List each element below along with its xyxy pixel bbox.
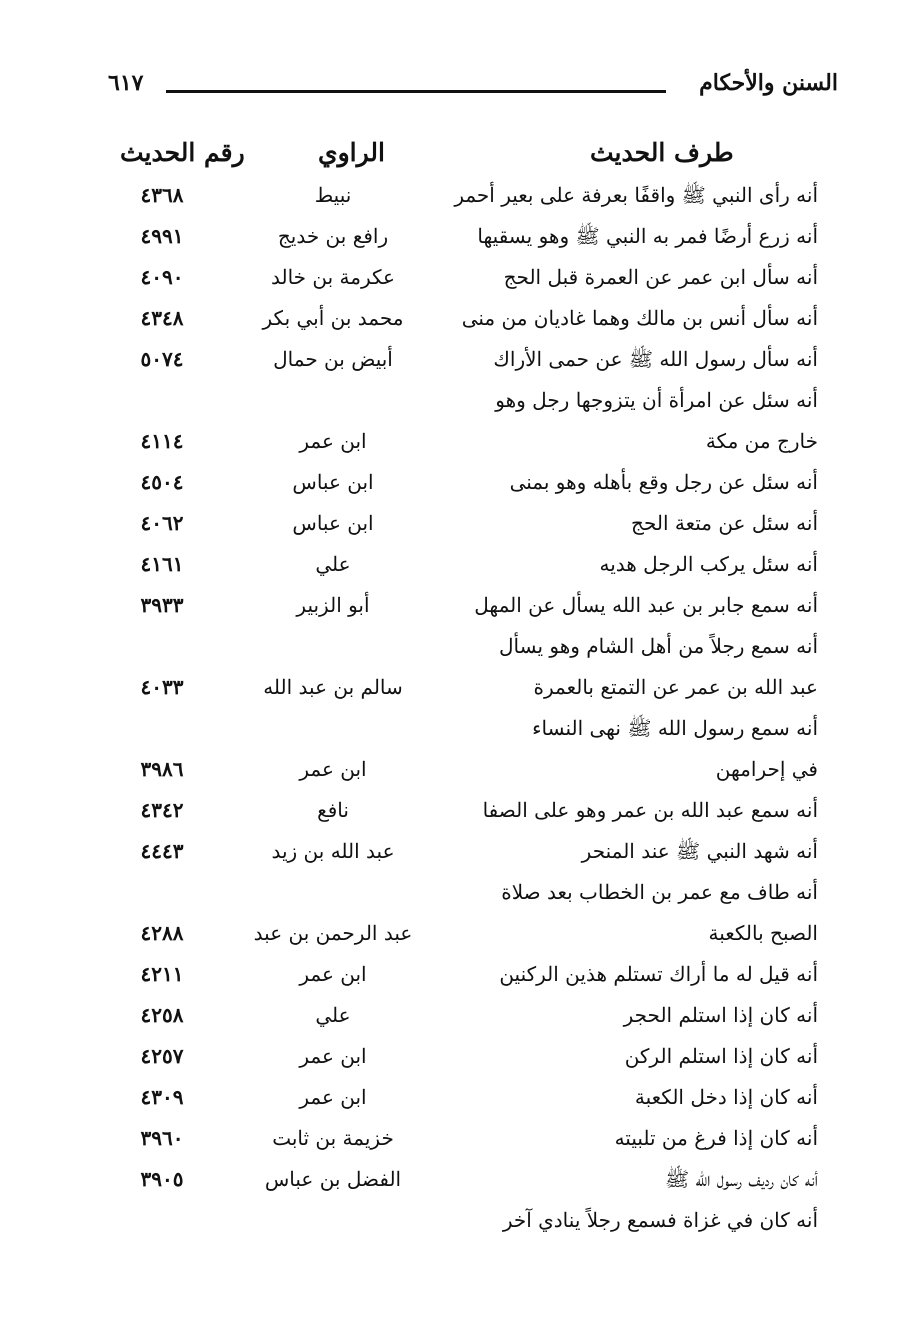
hadith-text: أنه سئل عن امرأة أن يتزوجها رجل وهو [495, 388, 818, 412]
hadith-text: أنه سمع جابر بن عبد الله يسأل عن المهل [474, 593, 818, 617]
table-row [0, 1208, 923, 1249]
hadith-number: ٤٢١١ [140, 962, 184, 986]
table-row [0, 511, 923, 552]
narrator: ابن عمر [299, 429, 367, 453]
hadith-number: ٤٠٣٣ [140, 675, 184, 699]
header-rule [166, 90, 666, 93]
narrator: الفضل بن عباس [264, 1167, 402, 1191]
table-row [0, 552, 923, 593]
table-row [0, 962, 923, 1003]
hadith-number: ٥٠٧٤ [140, 347, 184, 371]
page-number: ٦١٧ [108, 70, 144, 96]
hadith-text: أنه سئل عن متعة الحج [631, 511, 818, 535]
narrator: علي [315, 552, 351, 576]
hadith-number: ٤٣٤٢ [140, 798, 184, 822]
table-row [0, 1167, 923, 1208]
hadith-text: أنه سمع عبد الله بن عمر وهو على الصفا [482, 798, 818, 822]
narrator: ابن عمر [299, 1085, 367, 1109]
hadith-number: ٤٤٤٣ [140, 839, 184, 863]
hadith-text: أنه شهد النبي ﷺ عند المنحر [581, 839, 818, 863]
hadith-text: أنه كان إذا استلم الركن [624, 1044, 818, 1068]
hadith-number: ٤١٦١ [140, 552, 184, 576]
narrator: أبيض بن حمال [273, 347, 393, 371]
hadith-number: ٤٠٦٢ [140, 511, 184, 535]
table-row [0, 798, 923, 839]
hadith-text: الصبح بالكعبة [708, 921, 818, 945]
hadith-number: ٤٢٥٧ [140, 1044, 184, 1068]
column-header-hadith: طرف الحديث [590, 138, 734, 167]
hadith-text: أنه سأل رسول الله ﷺ عن حمى الأراك [493, 347, 818, 371]
hadith-text: أنه سئل يركب الرجل هديه [599, 552, 818, 576]
narrator: عبد الرحمن بن عبد [253, 921, 413, 945]
hadith-number: ٤٢٨٨ [140, 921, 184, 945]
table-row [0, 470, 923, 511]
hadith-number: ٤١١٤ [140, 429, 184, 453]
narrator: محمد بن أبي بكر [262, 306, 404, 330]
hadith-text: أنه زرع أرضًا فمر به النبي ﷺ وهو يسقيها [477, 224, 818, 248]
hadith-text: خارج من مكة [705, 429, 818, 453]
hadith-number: ٣٩٣٣ [140, 593, 184, 617]
hadith-text: أنه سأل ابن عمر عن العمرة قبل الحج [503, 265, 818, 289]
table-row [0, 716, 923, 757]
table-row [0, 1126, 923, 1167]
hadith-text: أنه كان إذا دخل الكعبة [634, 1085, 818, 1109]
hadith-number: ٤٣٤٨ [140, 306, 184, 330]
hadith-number: ٤٠٩٠ [140, 265, 184, 289]
hadith-number: ٣٩٠٥ [140, 1167, 184, 1191]
narrator: ابن عباس [292, 470, 374, 494]
hadith-text: أنه طاف مع عمر بن الخطاب بعد صلاة [501, 880, 818, 904]
narrator: عبد الله بن زيد [271, 839, 395, 863]
hadith-number: ٣٩٦٠ [140, 1126, 184, 1150]
narrator: علي [315, 1003, 351, 1027]
column-header-narrator: الراوي [318, 138, 385, 167]
narrator: سالم بن عبد الله [263, 675, 403, 699]
table-row [0, 839, 923, 880]
table-row [0, 1003, 923, 1044]
hadith-text: عبد الله بن عمر عن التمتع بالعمرة [533, 675, 818, 699]
table-row [0, 183, 923, 224]
hadith-number: ٤٢٥٨ [140, 1003, 184, 1027]
hadith-text: أنه قيل له ما أراك تستلم هذين الركنين [499, 962, 818, 986]
narrator: أبو الزبير [296, 593, 370, 617]
table-row [0, 306, 923, 347]
hadith-text: أنه سمع رسول الله ﷺ نهى النساء [532, 716, 818, 740]
page-header [108, 70, 838, 110]
table-row [0, 634, 923, 675]
hadith-text: في إحرامهن [715, 757, 818, 781]
table-row [0, 880, 923, 921]
table-row [0, 757, 923, 798]
table-row [0, 1044, 923, 1085]
narrator: نبيط [314, 183, 352, 207]
narrator: ابن عمر [299, 757, 367, 781]
table-row [0, 593, 923, 634]
hadith-text: أنه كان إذا استلم الحجر [623, 1003, 818, 1027]
hadith-text: أنه كان رديف رسول الله ﷺ [664, 1167, 818, 1191]
hadith-text: أنه كان في غزاة فسمع رجلاً ينادي آخر [502, 1208, 818, 1232]
hadith-number: ٤٩٩١ [140, 224, 184, 248]
hadith-text: أنه سمع رجلاً من أهل الشام وهو يسأل [499, 634, 818, 658]
column-headers [0, 138, 923, 178]
table-row [0, 921, 923, 962]
hadith-text: أنه سئل عن رجل وقع بأهله وهو بمنى [509, 470, 818, 494]
hadith-number: ٤٥٠٤ [140, 470, 184, 494]
narrator: رافع بن خديج [277, 224, 389, 248]
table-row [0, 265, 923, 306]
narrator: خزيمة بن ثابت [272, 1126, 394, 1150]
book-title: السنن والأحكام [699, 70, 838, 96]
table-row [0, 1085, 923, 1126]
hadith-text: أنه كان إذا فرغ من تلبيته [614, 1126, 818, 1150]
table-row [0, 347, 923, 388]
table-row [0, 388, 923, 429]
narrator: ابن عمر [299, 962, 367, 986]
table-row [0, 429, 923, 470]
table-row [0, 675, 923, 716]
narrator: ابن عمر [299, 1044, 367, 1068]
narrator: نافع [317, 798, 349, 822]
narrator: ابن عباس [292, 511, 374, 535]
table-row [0, 224, 923, 265]
hadith-number: ٤٣٠٩ [140, 1085, 184, 1109]
hadith-text: أنه سأل أنس بن مالك وهما غاديان من منى [461, 306, 818, 330]
narrator: عكرمة بن خالد [270, 265, 395, 289]
hadith-number: ٣٩٨٦ [140, 757, 184, 781]
column-header-number: رقم الحديث [120, 138, 245, 167]
hadith-number: ٤٣٦٨ [140, 183, 184, 207]
hadith-text: أنه رأى النبي ﷺ واقفًا بعرفة على بعير أحمر [454, 183, 818, 207]
